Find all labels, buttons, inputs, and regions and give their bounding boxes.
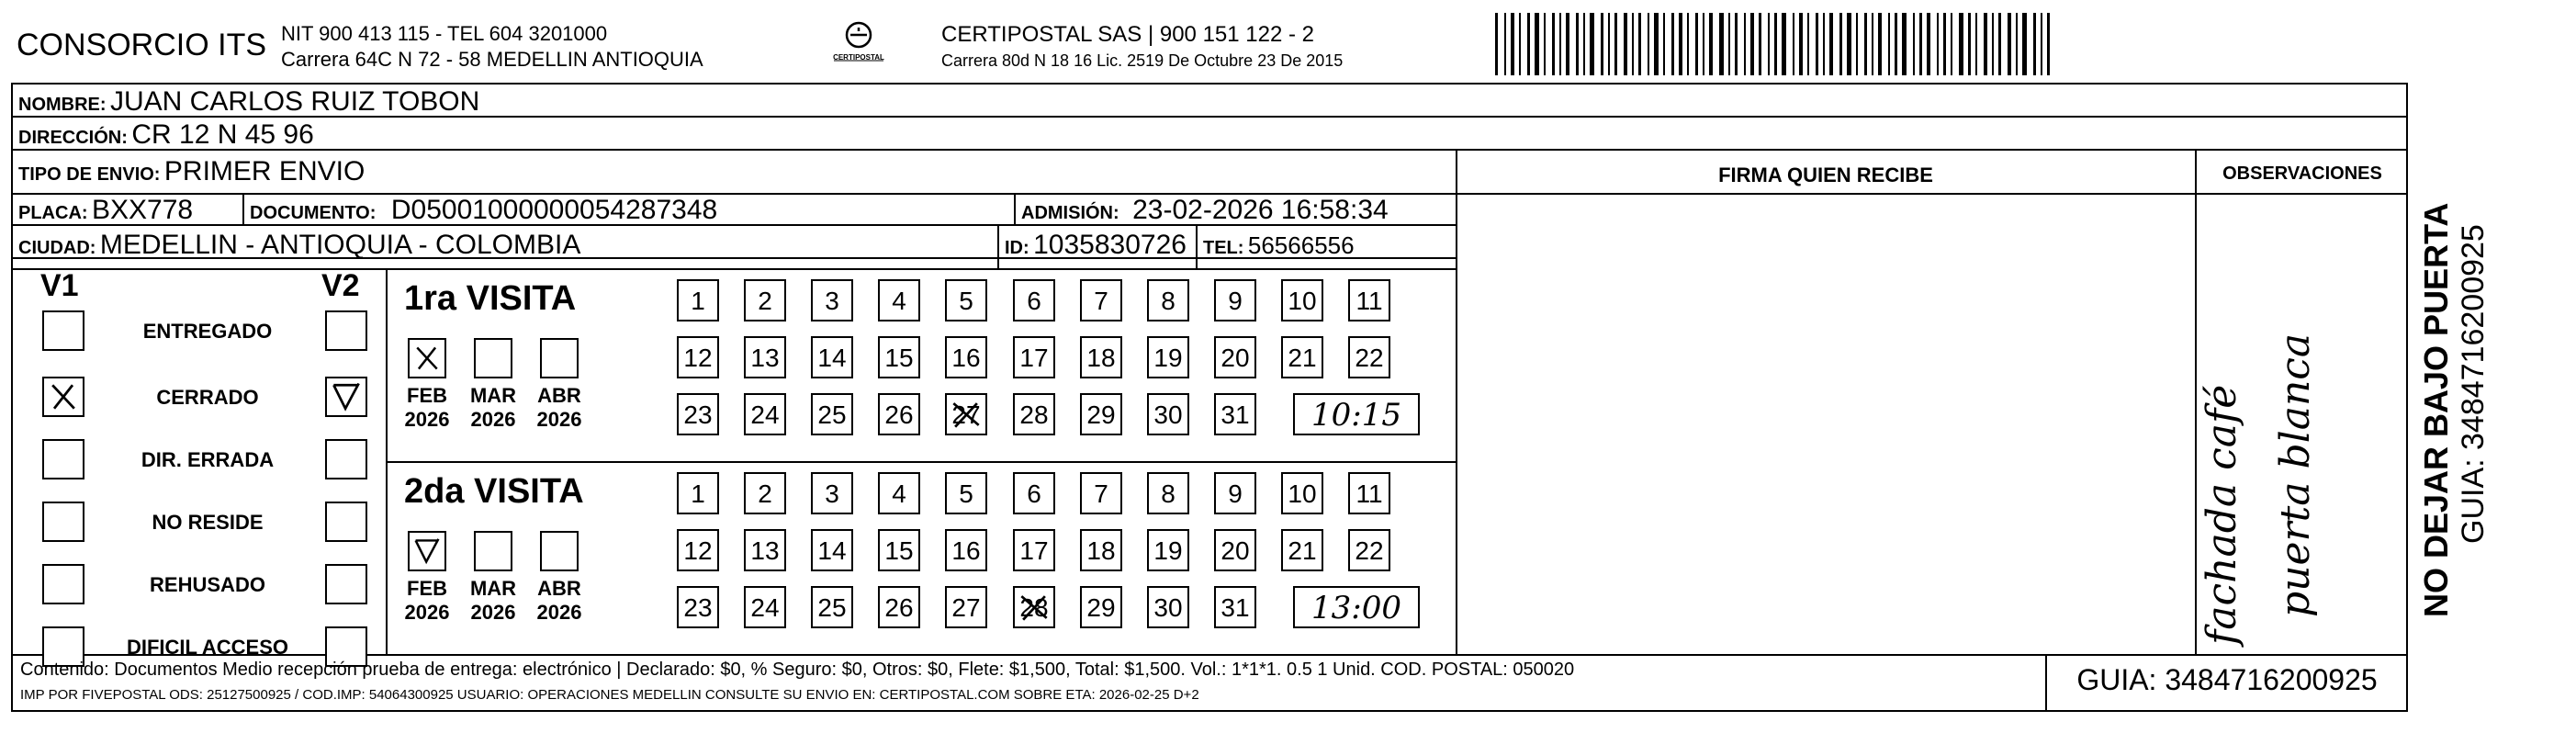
send-type-row	[18, 156, 365, 187]
logo-text: CERTIPOSTAL	[833, 53, 884, 62]
document-value: D05001000000054287348	[390, 195, 718, 225]
barcode-bar	[1902, 13, 1907, 75]
barcode-bar	[1511, 13, 1514, 75]
barcode-bar	[1992, 13, 1994, 75]
day-box[interactable]: 19	[1147, 336, 1189, 378]
day-box[interactable]: 22	[1348, 336, 1390, 378]
day-box[interactable]: 3	[811, 472, 853, 514]
name-label: NOMBRE:	[18, 95, 107, 115]
day-box[interactable]: 30	[1147, 586, 1189, 628]
barcode-bar	[1559, 13, 1561, 75]
admission-label: ADMISIÓN:	[1021, 203, 1119, 223]
barcode-bar	[1799, 13, 1803, 75]
month-year: 2026	[404, 408, 450, 431]
barcode-bar	[1774, 13, 1777, 75]
day-box[interactable]: 18	[1080, 336, 1122, 378]
barcode-bar	[1695, 13, 1698, 75]
day-box[interactable]: 7	[1080, 279, 1122, 321]
day-box[interactable]: 24	[744, 586, 786, 628]
barcode-bar	[1919, 13, 1922, 75]
day-box[interactable]: 8	[1147, 472, 1189, 514]
day-box[interactable]: 2	[744, 279, 786, 321]
v1-checkbox[interactable]	[42, 310, 84, 351]
barcode-bar	[1601, 13, 1603, 75]
day-box[interactable]: 23	[677, 393, 719, 435]
footer-print-info: IMP POR FIVEPOSTAL ODS: 25127500925 / COD.IMP: 54064300925 USUARIO: OPERACIONES MEDELLIN CONSULTE SU ENVIO EN: CERTIPOSTAL.COM SOBRE ETA: 2026-02-25 D+2	[20, 687, 1199, 703]
barcode-bar	[1590, 13, 1594, 75]
visit-title: 2da VISITA	[404, 472, 584, 511]
month-checkbox[interactable]	[474, 338, 512, 378]
status-label: NO RESIDE	[152, 511, 264, 534]
day-box[interactable]: 21	[1281, 336, 1323, 378]
day-box[interactable]: 15	[878, 529, 920, 571]
barcode-bar	[1856, 13, 1858, 75]
barcode-bar	[1679, 13, 1682, 75]
observations-title: OBSERVACIONES	[2222, 164, 2382, 184]
plate-label: PLACA:	[18, 203, 88, 223]
day-box[interactable]: 16	[945, 529, 987, 571]
side-guide: GUIA: 3484716200925	[2456, 224, 2491, 544]
day-box[interactable]: 25	[811, 393, 853, 435]
barcode-bar	[1648, 13, 1649, 75]
barcode-bar	[1959, 13, 1963, 75]
barcode-bar	[1703, 13, 1704, 75]
name-value: JUAN CARLOS RUIZ TOBON	[110, 86, 480, 117]
document-label: DOCUMENTO:	[250, 203, 377, 223]
barcode-bar	[1913, 13, 1915, 75]
barcode-bar	[1927, 13, 1930, 75]
day-box[interactable]: 30	[1147, 393, 1189, 435]
v2-checkbox[interactable]	[325, 377, 367, 417]
address-row	[18, 119, 314, 151]
barcode-bar	[1750, 13, 1754, 75]
v1-checkbox[interactable]	[42, 502, 84, 542]
certipostal-logo	[817, 17, 900, 72]
month-label	[461, 384, 525, 432]
month-name: MAR	[469, 577, 517, 600]
company-address: Carrera 64C N 72 - 58 MEDELLIN ANTIOQUIA	[281, 48, 703, 71]
month-name: FEB	[407, 384, 447, 407]
month-year: 2026	[536, 601, 582, 624]
day-box[interactable]: 5	[945, 279, 987, 321]
barcode-bar	[1654, 13, 1659, 75]
v1-label: V1	[40, 268, 79, 303]
day-box[interactable]: 26	[878, 586, 920, 628]
barcode-bar	[1535, 13, 1539, 75]
name-row	[18, 86, 479, 118]
company-nit: NIT 900 413 115 - TEL 604 3201000	[281, 22, 608, 45]
barcode-bar	[1728, 13, 1730, 75]
barcode-bar	[1735, 13, 1738, 75]
barcode-bar	[1968, 13, 1971, 75]
barcode-bar	[1839, 13, 1842, 75]
month-name: ABR	[537, 384, 581, 407]
day-box[interactable]: 15	[878, 336, 920, 378]
barcode-bar	[1829, 13, 1833, 75]
side-warning: NO DEJAR BAJO PUERTA	[2417, 202, 2455, 617]
barcode-bar	[1552, 13, 1555, 75]
admission-value: 23-02-2026 16:58:34	[1132, 195, 1389, 225]
day-box[interactable]: 26	[878, 393, 920, 435]
month-year: 2026	[404, 601, 450, 624]
day-box[interactable]: 3	[811, 279, 853, 321]
barcode-bar	[2008, 13, 2011, 75]
status-label: DIR. ERRADA	[141, 448, 275, 471]
barcode-bar	[1566, 13, 1569, 75]
barcode-bar	[1847, 13, 1851, 75]
barcode-bar	[1504, 13, 1506, 75]
day-box[interactable]: 20	[1214, 336, 1256, 378]
barcode-bar	[1687, 13, 1689, 75]
day-box[interactable]: 23	[677, 586, 719, 628]
day-box[interactable]: 31	[1214, 586, 1256, 628]
v2-checkbox[interactable]	[325, 564, 367, 604]
carrier-address: Carrera 80d N 18 16 Lic. 2519 De Octubre 23 De 2015	[941, 51, 1344, 70]
day-box[interactable]: 17	[1013, 529, 1055, 571]
v2-label: V2	[321, 268, 360, 303]
day-box[interactable]: 1	[677, 472, 719, 514]
v2-checkbox[interactable]	[325, 439, 367, 479]
tel-label: TEL:	[1203, 238, 1244, 258]
day-box[interactable]: 22	[1348, 529, 1390, 571]
day-box[interactable]: 13	[744, 336, 786, 378]
day-box[interactable]: 25	[811, 586, 853, 628]
city-value: MEDELLIN - ANTIOQUIA - COLOMBIA	[99, 230, 581, 260]
month-year: 2026	[470, 408, 516, 431]
observations-note-2: puerta blanca	[2272, 333, 2319, 617]
barcode-bar	[2022, 13, 2027, 75]
tel-value: 56566556	[1247, 231, 1355, 259]
month-label	[395, 384, 459, 432]
month-checkbox[interactable]	[540, 531, 579, 571]
day-box[interactable]: 12	[677, 336, 719, 378]
visit-time[interactable]: 13:00	[1293, 586, 1420, 628]
day-box[interactable]: 10	[1281, 279, 1323, 321]
barcode-bar	[2033, 13, 2036, 75]
day-box[interactable]: 8	[1147, 279, 1189, 321]
barcode-bar	[1807, 13, 1809, 75]
visit-time[interactable]: 10:15	[1293, 393, 1420, 435]
day-box[interactable]: 18	[1080, 529, 1122, 571]
day-box[interactable]: 11	[1348, 279, 1390, 321]
barcode	[1495, 13, 2224, 75]
observations-note-1: fachada café	[2199, 384, 2245, 645]
day-box[interactable]: 4	[878, 472, 920, 514]
barcode-bar	[1768, 13, 1770, 75]
id-value: 1035830726	[1033, 230, 1187, 260]
address-value: CR 12 N 45 96	[131, 119, 314, 150]
document-row	[250, 195, 717, 226]
admission-row	[1021, 195, 1389, 226]
status-label: DIFICIL ACCESO	[126, 636, 288, 659]
barcode-bar	[1527, 13, 1530, 75]
day-box[interactable]: 2	[744, 472, 786, 514]
day-box[interactable]: 31	[1214, 393, 1256, 435]
barcode-bar	[2041, 13, 2042, 75]
id-label: ID:	[1005, 238, 1029, 258]
barcode-bar	[1583, 13, 1585, 75]
barcode-bar	[1998, 13, 2001, 75]
city-row	[18, 230, 580, 261]
day-box[interactable]: 5	[945, 472, 987, 514]
city-label: CIUDAD:	[18, 238, 96, 258]
day-box[interactable]: 27	[945, 393, 987, 435]
month-year: 2026	[470, 601, 516, 624]
barcode-bar	[1495, 13, 1498, 75]
plate-value: BXX778	[92, 195, 194, 225]
barcode-bar	[1544, 13, 1546, 75]
month-checkbox[interactable]	[408, 338, 446, 378]
barcode-bar	[1943, 13, 1946, 75]
send-type-value: PRIMER ENVIO	[163, 156, 366, 186]
barcode-bar	[1878, 13, 1882, 75]
barcode-bar	[1816, 13, 1818, 75]
status-label: ENTREGADO	[142, 320, 273, 343]
day-box[interactable]: 29	[1080, 393, 1122, 435]
signature-title: FIRMA QUIEN RECIBE	[1718, 164, 1933, 186]
barcode-bar	[1975, 13, 1977, 75]
v1-checkbox[interactable]	[42, 377, 84, 417]
day-box[interactable]: 20	[1214, 529, 1256, 571]
plate-row	[18, 195, 193, 226]
barcode-bar	[2047, 13, 2050, 75]
barcode-bar	[2016, 13, 2018, 75]
barcode-bar	[1872, 13, 1873, 75]
month-checkbox[interactable]	[540, 338, 579, 378]
day-box[interactable]: 27	[945, 586, 987, 628]
status-label: REHUSADO	[150, 573, 265, 596]
barcode-bar	[1823, 13, 1825, 75]
month-label	[395, 577, 459, 625]
barcode-bar	[1895, 13, 1897, 75]
barcode-bar	[1632, 13, 1634, 75]
id-row	[1005, 230, 1187, 261]
day-box[interactable]: 9	[1214, 472, 1256, 514]
day-box[interactable]: 6	[1013, 472, 1055, 514]
day-box[interactable]: 9	[1214, 279, 1256, 321]
day-box[interactable]: 24	[744, 393, 786, 435]
day-box[interactable]: 28	[1013, 586, 1055, 628]
day-box[interactable]: 14	[811, 336, 853, 378]
day-box[interactable]: 21	[1281, 529, 1323, 571]
barcode-bar	[1519, 13, 1521, 75]
day-box[interactable]: 13	[744, 529, 786, 571]
month-name: FEB	[407, 577, 447, 600]
barcode-bar	[1663, 13, 1665, 75]
carrier-name: CERTIPOSTAL SAS | 900 151 122 - 2	[941, 22, 1314, 47]
barcode-bar	[1782, 13, 1786, 75]
day-box[interactable]: 1	[677, 279, 719, 321]
signature-area[interactable]	[1457, 195, 2195, 654]
barcode-bar	[1951, 13, 1952, 75]
barcode-bar	[1759, 13, 1761, 75]
footer-guide: GUIA: 3484716200925	[2076, 663, 2378, 696]
day-box[interactable]: 10	[1281, 472, 1323, 514]
barcode-bar	[1671, 13, 1674, 75]
day-box[interactable]: 14	[811, 529, 853, 571]
day-box[interactable]: 28	[1013, 393, 1055, 435]
barcode-bar	[1937, 13, 1939, 75]
barcode-bar	[1864, 13, 1867, 75]
v2-checkbox[interactable]	[325, 502, 367, 542]
barcode-bar	[1576, 13, 1579, 75]
day-box[interactable]: 6	[1013, 279, 1055, 321]
day-box[interactable]: 11	[1348, 472, 1390, 514]
day-box[interactable]: 12	[677, 529, 719, 571]
barcode-bar	[1638, 13, 1641, 75]
month-name: ABR	[537, 577, 581, 600]
status-label: CERRADO	[156, 386, 259, 409]
barcode-bar	[1608, 13, 1610, 75]
barcode-bar	[1709, 13, 1713, 75]
visit-title: 1ra VISITA	[404, 279, 577, 318]
day-box[interactable]: 16	[945, 336, 987, 378]
barcode-bar	[1984, 13, 1987, 75]
month-checkbox[interactable]	[474, 531, 512, 571]
day-box[interactable]: 7	[1080, 472, 1122, 514]
barcode-bar	[1793, 13, 1794, 75]
tel-row	[1203, 231, 1355, 260]
barcode-bar	[1744, 13, 1746, 75]
barcode-bar	[1888, 13, 1890, 75]
day-box[interactable]: 17	[1013, 336, 1055, 378]
barcode-bar	[1624, 13, 1627, 75]
month-name: MAR	[469, 384, 517, 407]
footer-content: Contenido: Documentos Medio recepción prueba de entrega: electrónico | Declarado: $0, % Seguro: $0, Otros: $0, Flete: $1,500, Total: $1,500. Vol.: 1*1*1. 0.5 1 Unid. COD. POSTAL: 050020	[20, 660, 1575, 680]
month-year: 2026	[536, 408, 582, 431]
address-label: DIRECCIÓN:	[18, 128, 128, 148]
barcode-bar	[1719, 13, 1724, 75]
v1-checkbox[interactable]	[42, 564, 84, 604]
v1-checkbox[interactable]	[42, 439, 84, 479]
month-label	[527, 577, 591, 625]
day-box[interactable]: 29	[1080, 586, 1122, 628]
send-type-label: TIPO DE ENVIO:	[18, 164, 161, 185]
month-label	[527, 384, 591, 432]
observations-notes	[2197, 195, 2408, 654]
day-box[interactable]: 4	[878, 279, 920, 321]
v2-checkbox[interactable]	[325, 310, 367, 351]
day-box[interactable]: 19	[1147, 529, 1189, 571]
company-name: CONSORCIO ITS	[17, 28, 267, 62]
barcode-bar	[1614, 13, 1617, 75]
month-checkbox[interactable]	[408, 531, 446, 571]
month-label	[461, 577, 525, 625]
